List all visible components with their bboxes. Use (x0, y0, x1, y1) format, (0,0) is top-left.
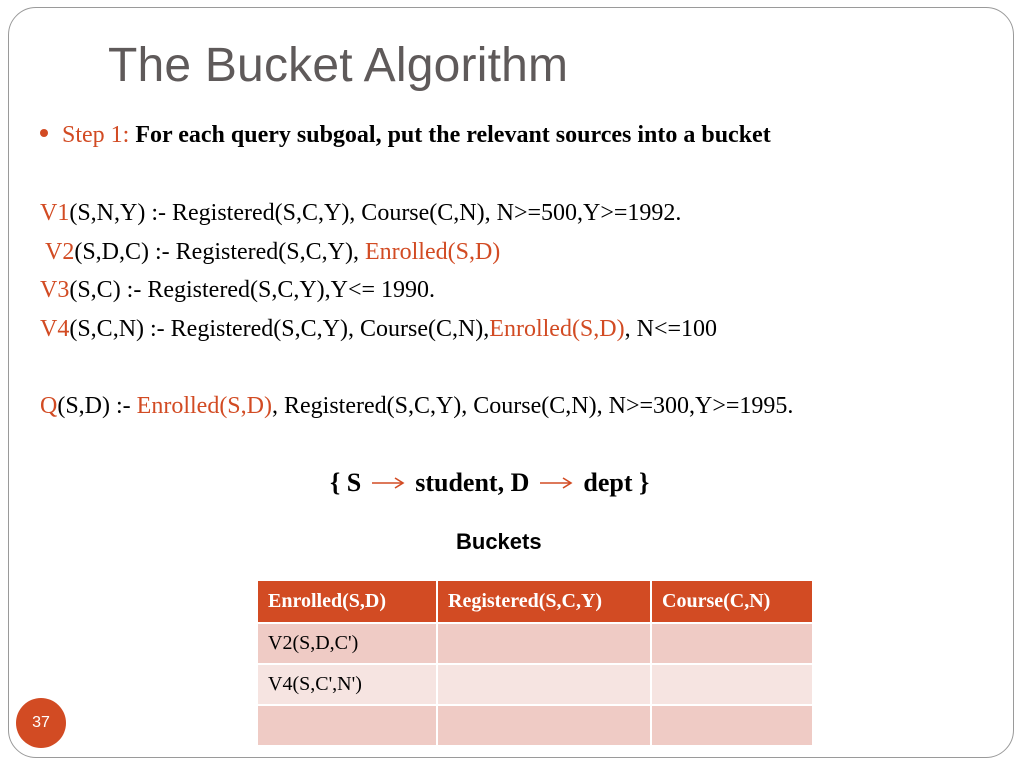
table-cell: V4(S,C',N') (257, 664, 437, 705)
mapping-open: { S (330, 468, 362, 497)
step-label: Step 1: (62, 122, 130, 148)
view-body: (S,N,Y) :- Registered(S,C,Y), Course(C,N), N>=500,Y>=1992. (69, 200, 682, 226)
view-definition-v2 (45, 239, 500, 266)
view-body-highlight: Enrolled(S,D) (364, 239, 501, 265)
slide-number-badge: 37 (16, 698, 66, 748)
buckets-table (256, 579, 814, 747)
view-definition-v4 (40, 316, 717, 343)
view-body-highlight: Enrolled(S,D) (489, 316, 625, 342)
table-cell: V2(S,D,C') (257, 623, 437, 664)
table-row (257, 623, 813, 664)
view-definition-v3 (40, 277, 435, 304)
view-body: (S,D,C) :- Registered(S,C,Y), (74, 239, 365, 265)
step-text: For each query subgoal, put the relevant sources into a bucket (135, 122, 771, 148)
slide-title: The Bucket Algorithm (108, 39, 569, 92)
view-body: (S,C,N) :- Registered(S,C,Y), Course(C,N), (69, 316, 490, 342)
query-body: , Registered(S,C,Y), Course(C,N), N>=300,Y>=1995. (271, 393, 794, 419)
table-cell (651, 705, 813, 746)
buckets-heading: Buckets (456, 529, 542, 554)
variable-mapping (330, 468, 649, 498)
mapping-middle: student, D (415, 468, 530, 497)
table-cell (437, 623, 651, 664)
table-cell (437, 705, 651, 746)
view-name: V2 (45, 239, 75, 265)
view-body: , N<=100 (624, 316, 718, 342)
table-cell (651, 664, 813, 705)
table-header-row (257, 580, 813, 623)
bullet-step-1 (40, 122, 771, 149)
view-name: V3 (40, 277, 70, 303)
view-name: V4 (40, 316, 70, 342)
table-cell (437, 664, 651, 705)
view-name: V1 (40, 200, 70, 226)
query-body: (S,D) :- (57, 393, 137, 419)
table-cell (257, 705, 437, 746)
column-header-course: Course(C,N) (651, 580, 813, 623)
table-cell (651, 623, 813, 664)
right-arrow-icon (539, 476, 573, 490)
table-row (257, 705, 813, 746)
right-arrow-icon (371, 476, 405, 490)
bullet-icon (40, 129, 48, 137)
query-definition (40, 393, 793, 420)
view-definition-v1 (40, 200, 681, 227)
view-body: (S,C) :- Registered(S,C,Y),Y<= 1990. (69, 277, 436, 303)
column-header-enrolled: Enrolled(S,D) (257, 580, 437, 623)
column-header-registered: Registered(S,C,Y) (437, 580, 651, 623)
query-name: Q (40, 393, 58, 419)
mapping-close: dept } (583, 468, 650, 497)
query-body-highlight: Enrolled(S,D) (136, 393, 272, 419)
table-row (257, 664, 813, 705)
